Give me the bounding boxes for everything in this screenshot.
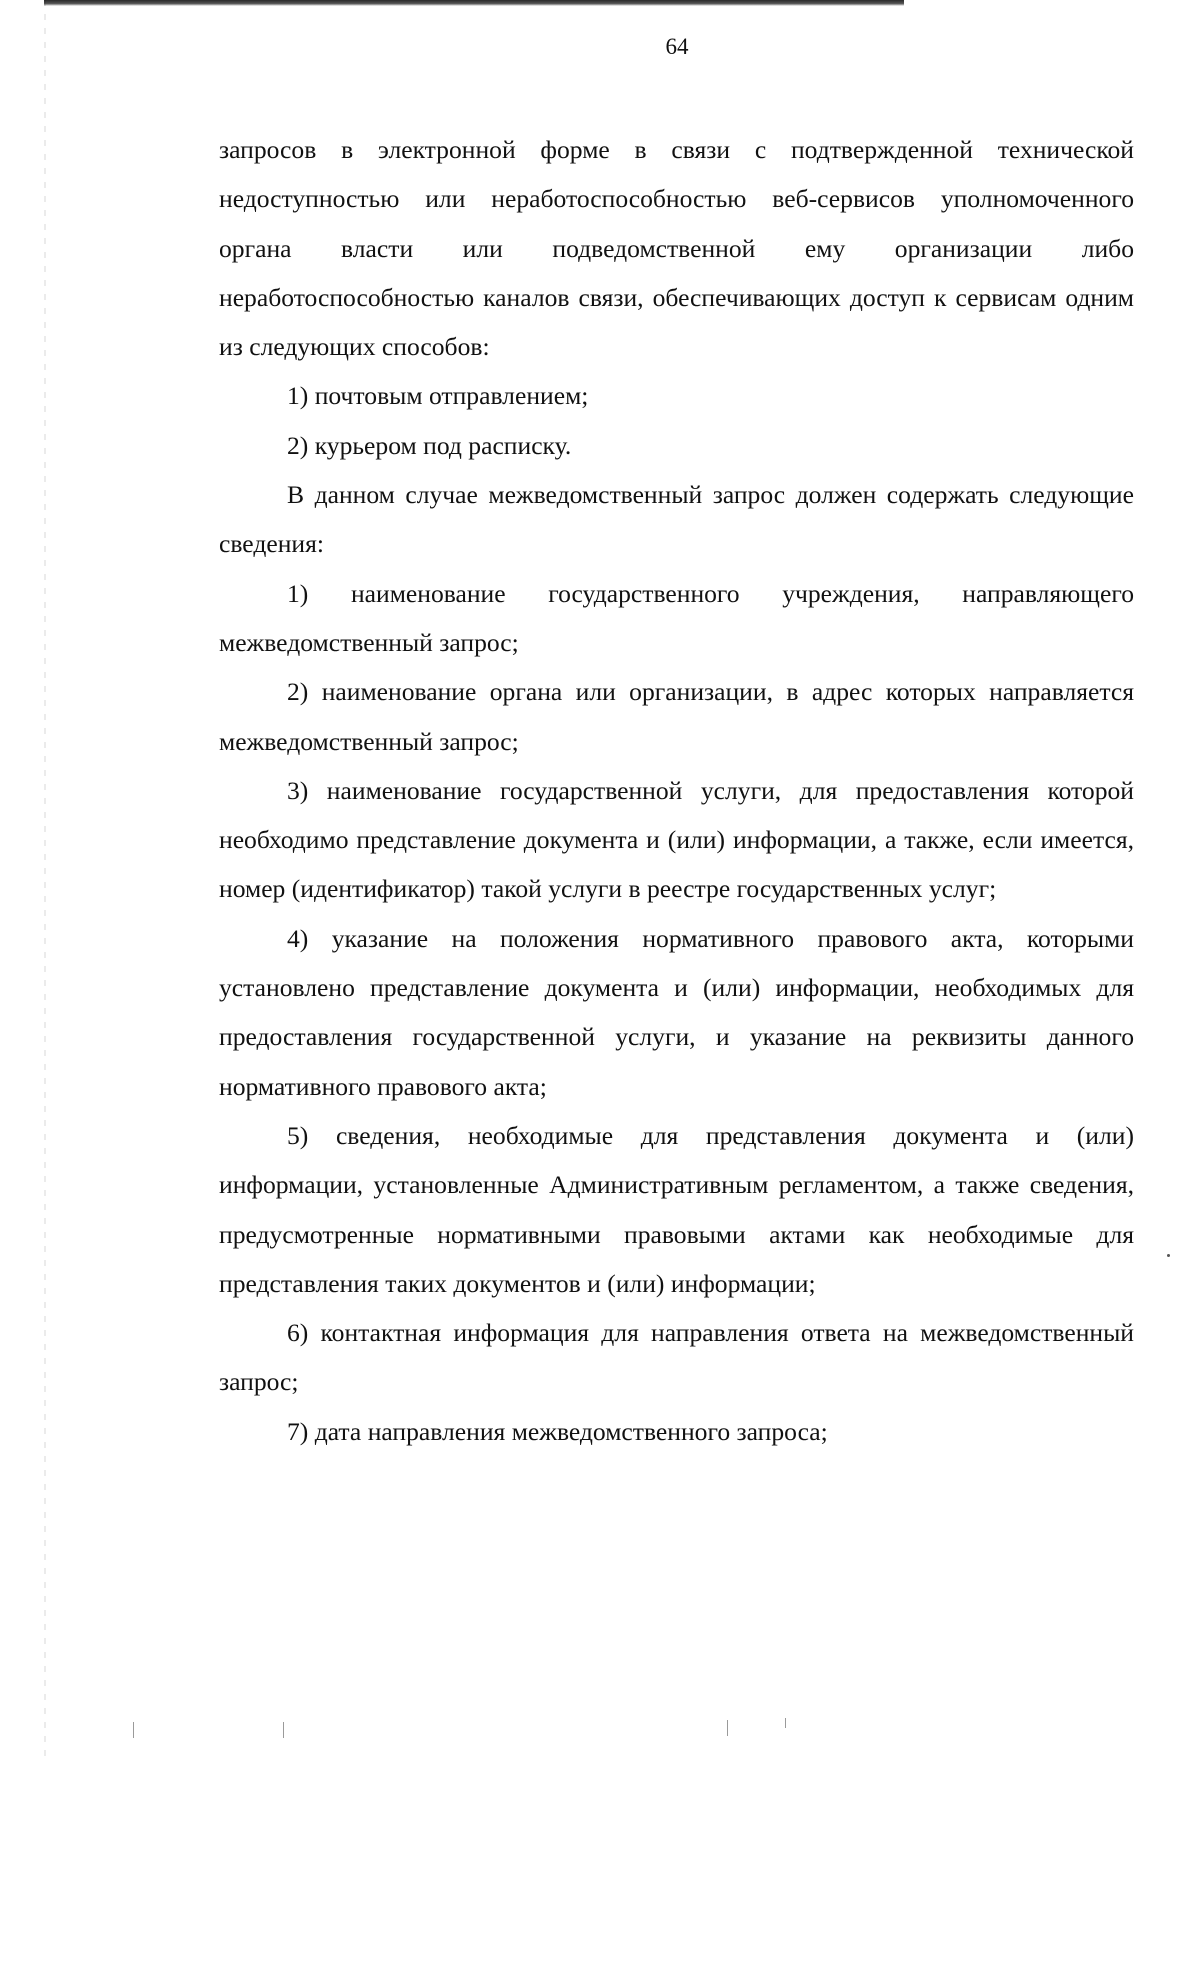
list-item-3: 3) наименование государственной услуги, для предоставления которой необходимо представление документа и (или) информации, а также, если имеется, номер (идентификатор) такой услуги в реестре государственных услуг; [219,775,1134,904]
list-item-2: 2) наименование органа или организации, в адрес которых направляется межведомственный запрос; [219,677,1134,756]
scan-mark [785,1718,786,1728]
list-item-postal: 1) почтовым отправлением; [287,381,589,411]
page-number: 64 [665,34,689,59]
list-item-1: 1) наименование государственного учреждения, направляющего межведомственный запрос; [219,578,1134,657]
list-item-4: 4) указание на положения нормативного правового акта, которыми установлено представление документа и (или) информации, необходимых для предоставления государственной услуги, и указание на реквизиты данного нормативного правового акта; [219,923,1134,1101]
scan-dot [1167,1254,1170,1257]
scan-edge-left [44,0,46,1760]
paragraph-request-contents: В данном случае межведомственный запрос должен содержать следующие сведения: [219,480,1134,559]
list-item-courier: 2) курьером под расписку. [287,430,572,460]
scan-mark [727,1720,728,1736]
paragraph-continuation: запросов в электронной форме в связи с подтвержденной технической недоступностью или неработоспособностью веб-сервисов уполномоченного органа власти или подведомственной ему организации либо неработоспособностью каналов связи, обеспечивающих доступ к сервисам одним из следующих способов: [219,135,1134,362]
list-item-7: 7) дата направления межведомственного запроса; [287,1416,828,1446]
list-item-6: 6) контактная информация для направления ответа на межведомственный запрос; [219,1318,1134,1397]
list-item-5: 5) сведения, необходимые для представления документа и (или) информации, установленные Административным регламентом, а также сведения, предусмотренные нормативными правовыми актами как необходимые для представления таких документов и (или) информации; [219,1120,1134,1298]
scan-edge-top [44,0,904,6]
scan-mark [283,1722,284,1738]
scan-mark [133,1722,134,1738]
document-body [219,125,1134,1456]
